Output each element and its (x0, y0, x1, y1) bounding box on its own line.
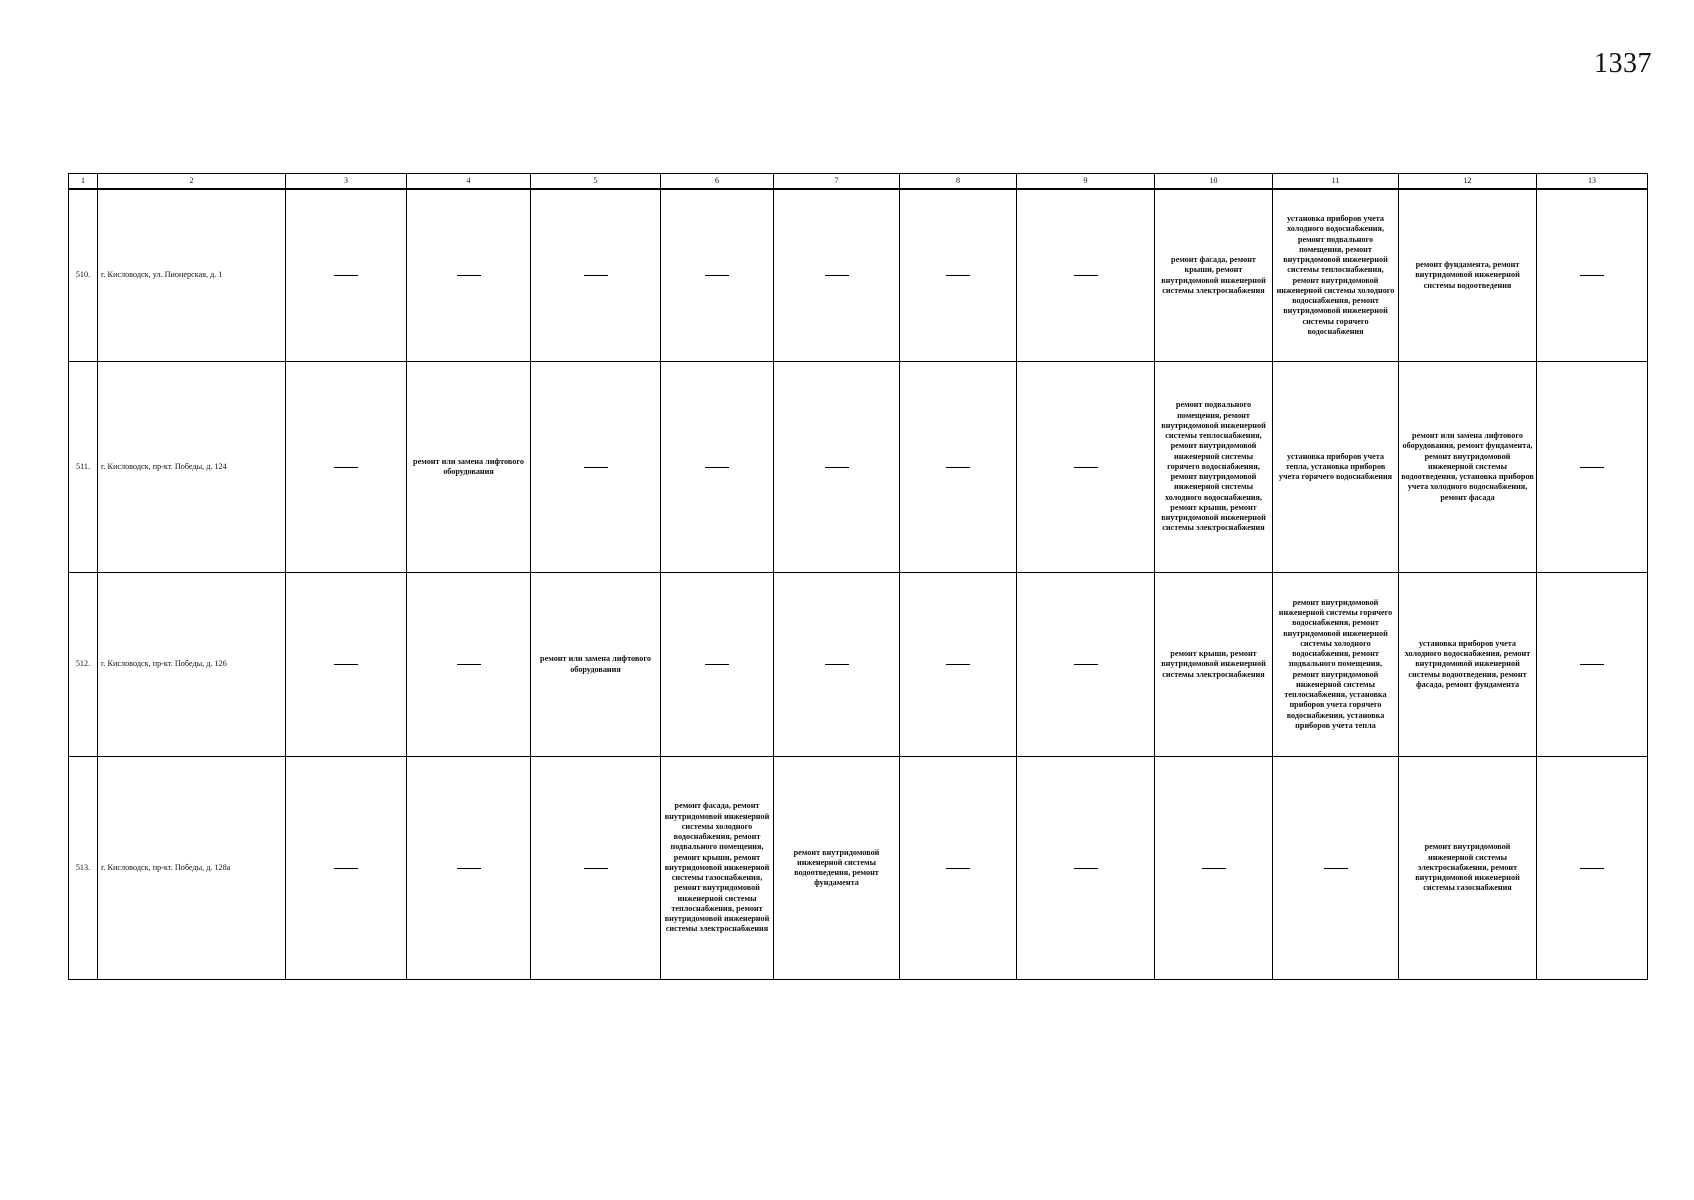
table-cell (286, 573, 407, 757)
table-cell (531, 189, 661, 362)
table-cell (286, 189, 407, 362)
dash-mark (825, 467, 849, 468)
dash-mark (1580, 467, 1604, 468)
table-cell (1273, 757, 1399, 980)
column-header: 10 (1155, 174, 1273, 190)
work-cell: ремонт или замена лифтового оборудования, ремонт фундамента, ремонт внутридомовой инженерной системы водоотведения, установка приборов учета холодного водоснабжения, ремонт фасада (1399, 362, 1537, 573)
table-row (69, 189, 1648, 362)
work-cell: ремонт фасада, ремонт крыши, ремонт внутридомовой инженерной системы электроснабжения (1155, 189, 1273, 362)
dash-mark (334, 275, 358, 276)
table-cell (1017, 757, 1155, 980)
dash-mark (584, 467, 608, 468)
dash-mark (457, 275, 481, 276)
column-header: 1 (69, 174, 98, 190)
column-header: 11 (1273, 174, 1399, 190)
column-header: 8 (900, 174, 1017, 190)
column-header: 9 (1017, 174, 1155, 190)
column-header: 2 (98, 174, 286, 190)
table-cell (900, 757, 1017, 980)
table-row (69, 573, 1648, 757)
dash-mark (1202, 868, 1226, 869)
table-cell (774, 189, 900, 362)
table-cell (1017, 573, 1155, 757)
header-row (69, 174, 1648, 190)
dash-mark (1324, 868, 1348, 869)
table-row (69, 362, 1648, 573)
table-cell (531, 757, 661, 980)
table-cell (531, 362, 661, 573)
dash-mark (1074, 275, 1098, 276)
address-cell: г. Кисловодск, пр-кт. Победы, д. 126 (98, 573, 286, 757)
column-header: 4 (407, 174, 531, 190)
table-cell (774, 573, 900, 757)
dash-mark (584, 275, 608, 276)
dash-mark (705, 275, 729, 276)
table-cell (407, 573, 531, 757)
dash-mark (946, 467, 970, 468)
dash-mark (457, 664, 481, 665)
dash-mark (1074, 868, 1098, 869)
dash-mark (584, 868, 608, 869)
row-number: 512. (69, 573, 98, 757)
table-cell (661, 573, 774, 757)
column-header: 3 (286, 174, 407, 190)
dash-mark (457, 868, 481, 869)
work-cell: ремонт внутридомовой инженерной системы горячего водоснабжения, ремонт внутридомовой инженерной системы холодного водоснабжения, ремонт подвального помещения, ремонт внутридомовой инженерной системы теплоснабжения, установка приборов учета горячего водоснабжения, установка приборов учета тепла (1273, 573, 1399, 757)
row-number: 511. (69, 362, 98, 573)
table-row (69, 757, 1648, 980)
row-number: 513. (69, 757, 98, 980)
dash-mark (1580, 868, 1604, 869)
work-cell: ремонт крыши, ремонт внутридомовой инженерной системы электроснабжения (1155, 573, 1273, 757)
table-body (69, 189, 1648, 980)
dash-mark (334, 868, 358, 869)
table-cell (1537, 573, 1648, 757)
address-cell: г. Кисловодск, ул. Пионерская, д. 1 (98, 189, 286, 362)
dash-mark (946, 868, 970, 869)
work-cell: ремонт фасада, ремонт внутридомовой инженерной системы холодного водоснабжения, ремонт подвального помещения, ремонт крыши, ремонт внутридомовой инженерной системы газоснабжения, ремонт внутридомовой инженерной системы теплоснабжения, ремонт внутридомовой инженерной системы электроснабжения (661, 757, 774, 980)
capital-repair-table (68, 173, 1648, 980)
dash-mark (946, 275, 970, 276)
table-cell (774, 362, 900, 573)
dash-mark (1074, 664, 1098, 665)
work-cell: ремонт внутридомовой инженерной системы электроснабжения, ремонт внутридомовой инженерной системы газоснабжения (1399, 757, 1537, 980)
address-cell: г. Кисловодск, пр-кт. Победы, д. 124 (98, 362, 286, 573)
column-header: 13 (1537, 174, 1648, 190)
work-cell: ремонт или замена лифтового оборудования (531, 573, 661, 757)
table-cell (661, 189, 774, 362)
work-cell: ремонт или замена лифтового оборудования (407, 362, 531, 573)
dash-mark (1074, 467, 1098, 468)
table-cell (407, 189, 531, 362)
dash-mark (334, 664, 358, 665)
dash-mark (946, 664, 970, 665)
work-cell: установка приборов учета тепла, установка приборов учета горячего водоснабжения (1273, 362, 1399, 573)
column-header: 5 (531, 174, 661, 190)
dash-mark (825, 664, 849, 665)
table-cell (1017, 189, 1155, 362)
table-cell (286, 757, 407, 980)
work-cell: ремонт подвального помещения, ремонт внутридомовой инженерной системы теплоснабжения, ремонт внутридомовой инженерной системы горячего водоснабжения, ремонт внутридомовой инженерной системы холодного водоснабжения, ремонт крыши, ремонт внутридомовой инженерной системы электроснабжения (1155, 362, 1273, 573)
dash-mark (1580, 664, 1604, 665)
work-cell: ремонт внутридомовой инженерной системы водоотведения, ремонт фундамента (774, 757, 900, 980)
dash-mark (705, 467, 729, 468)
dash-mark (334, 467, 358, 468)
dash-mark (825, 275, 849, 276)
table-cell (1537, 189, 1648, 362)
table-cell (900, 362, 1017, 573)
dash-mark (705, 664, 729, 665)
work-cell: установка приборов учета холодного водоснабжения, ремонт внутридомовой инженерной системы водоотведения, ремонт фасада, ремонт фундамента (1399, 573, 1537, 757)
address-cell: г. Кисловодск, пр-кт. Победы, д. 128а (98, 757, 286, 980)
table-cell (286, 362, 407, 573)
work-cell: установка приборов учета холодного водоснабжения, ремонт подвального помещения, ремонт внутридомовой инженерной системы теплоснабжения, ремонт внутридомовой инженерной системы холодного водоснабжения, ремонт внутридомовой инженерной системы горячего водоснабжения (1273, 189, 1399, 362)
table-cell (1537, 757, 1648, 980)
table-cell (1017, 362, 1155, 573)
column-header: 7 (774, 174, 900, 190)
table-cell (407, 757, 531, 980)
table-cell (1537, 362, 1648, 573)
table-cell (900, 573, 1017, 757)
row-number: 510. (69, 189, 98, 362)
page-number: 1337 (1594, 48, 1652, 79)
dash-mark (1580, 275, 1604, 276)
work-cell: ремонт фундамента, ремонт внутридомовой инженерной системы водоотведения (1399, 189, 1537, 362)
column-header: 6 (661, 174, 774, 190)
table-cell (661, 362, 774, 573)
column-header: 12 (1399, 174, 1537, 190)
table-cell (900, 189, 1017, 362)
table-cell (1155, 757, 1273, 980)
